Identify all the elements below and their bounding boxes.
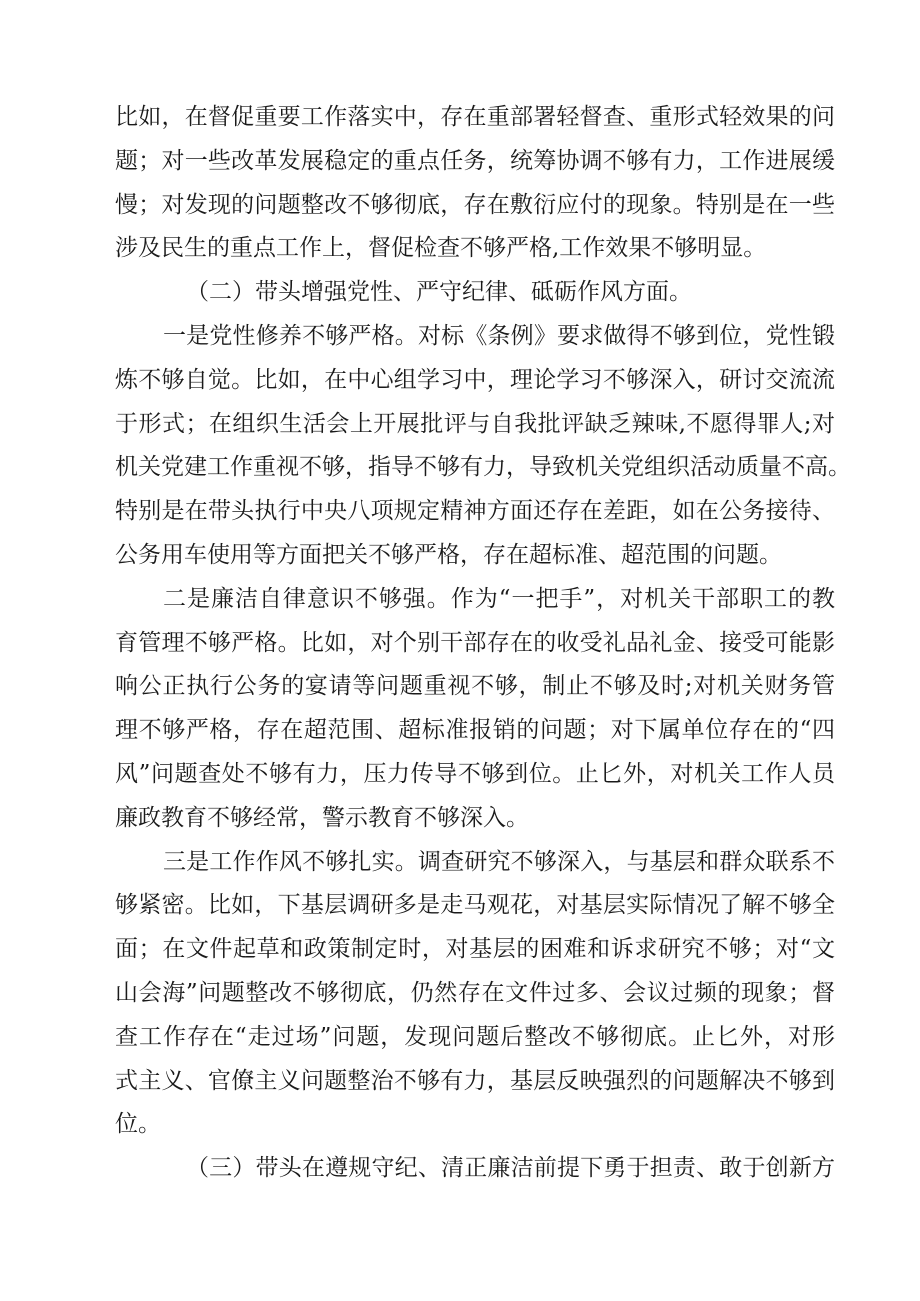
section-heading: （三）带头在遵规守纪、清正廉洁前提下勇于担责、敢于创新方 <box>186 1155 835 1182</box>
body-line: 廉政教育不够经常，警示教育不够深入。 <box>115 804 529 831</box>
body-line: 响公正执行公务的宴请等问题重视不够，制止不够及时;对机关财务管 <box>115 673 835 700</box>
body-line: 查工作存在“走过场”问题，发现问题后整改不够彻底。止匕外，对形 <box>115 1023 835 1050</box>
paragraph-first-line: 三是工作作风不够扎实。调查研究不够深入，与基层和群众联系不 <box>163 848 835 875</box>
section-heading: （二）带头增强党性、严守纪律、砥砺作风方面。 <box>186 279 692 306</box>
paragraph-first-line: 二是廉洁自律意识不够强。作为“一把手”，对机关干部职工的教 <box>163 585 835 612</box>
body-line: 比如，在督促重要工作落实中，存在重部署轻督查、重形式轻效果的问 <box>115 104 835 130</box>
document-body <box>115 96 851 1191</box>
body-line: 炼不够自觉。比如，在中心组学习中，理论学习不够深入，研讨交流流 <box>115 366 835 393</box>
body-line: 面；在文件起草和政策制定时，对基层的困难和诉求研究不够；对“文 <box>115 936 835 963</box>
body-line: 公务用车使用等方面把关不够严格，存在超标准、超范围的问题。 <box>115 541 782 568</box>
paragraph-first-line: 一是党性修养不够严格。对标《条例》要求做得不够到位，党性锻 <box>163 322 835 349</box>
body-line: 涉及民生的重点工作上，督促检查不够严格,工作效果不够明显。 <box>115 235 767 262</box>
body-line: 够紧密。比如，下基层调研多是走马观花，对基层实际情况了解不够全 <box>115 892 835 919</box>
body-line: 题；对一些改革发展稳定的重点任务，统筹协调不够有力，工作进展缓 <box>115 147 835 174</box>
body-line: 特别是在带头执行中央八项规定精神方面还存在差距，如在公务接待、 <box>115 498 835 525</box>
body-line: 风”问题查处不够有力，压力传导不够到位。止匕外，对机关工作人员 <box>115 760 835 787</box>
body-line: 于形式；在组织生活会上开展批评与自我批评缺乏辣味,不愿得罪人;对 <box>115 410 835 437</box>
body-line: 式主义、官僚主义问题整治不够有力，基层反映强烈的问题解决不够到 <box>115 1067 835 1094</box>
body-line: 慢；对发现的问题整改不够彻底，存在敷衍应付的现象。特别是在一些 <box>115 191 835 218</box>
body-line: 机关党建工作重视不够，指导不够有力，导致机关党组织活动质量不高。 <box>115 454 851 481</box>
body-line: 位。 <box>115 1111 161 1138</box>
body-line: 理不够严格，存在超范围、超标准报销的问题；对下属单位存在的“四 <box>115 717 835 744</box>
body-line: 山会海”问题整改不够彻底，仍然存在文件过多、会议过频的现象；督 <box>115 979 835 1006</box>
body-line: 育管理不够严格。比如，对个别干部存在的收受礼品礼金、接受可能影 <box>115 629 835 656</box>
